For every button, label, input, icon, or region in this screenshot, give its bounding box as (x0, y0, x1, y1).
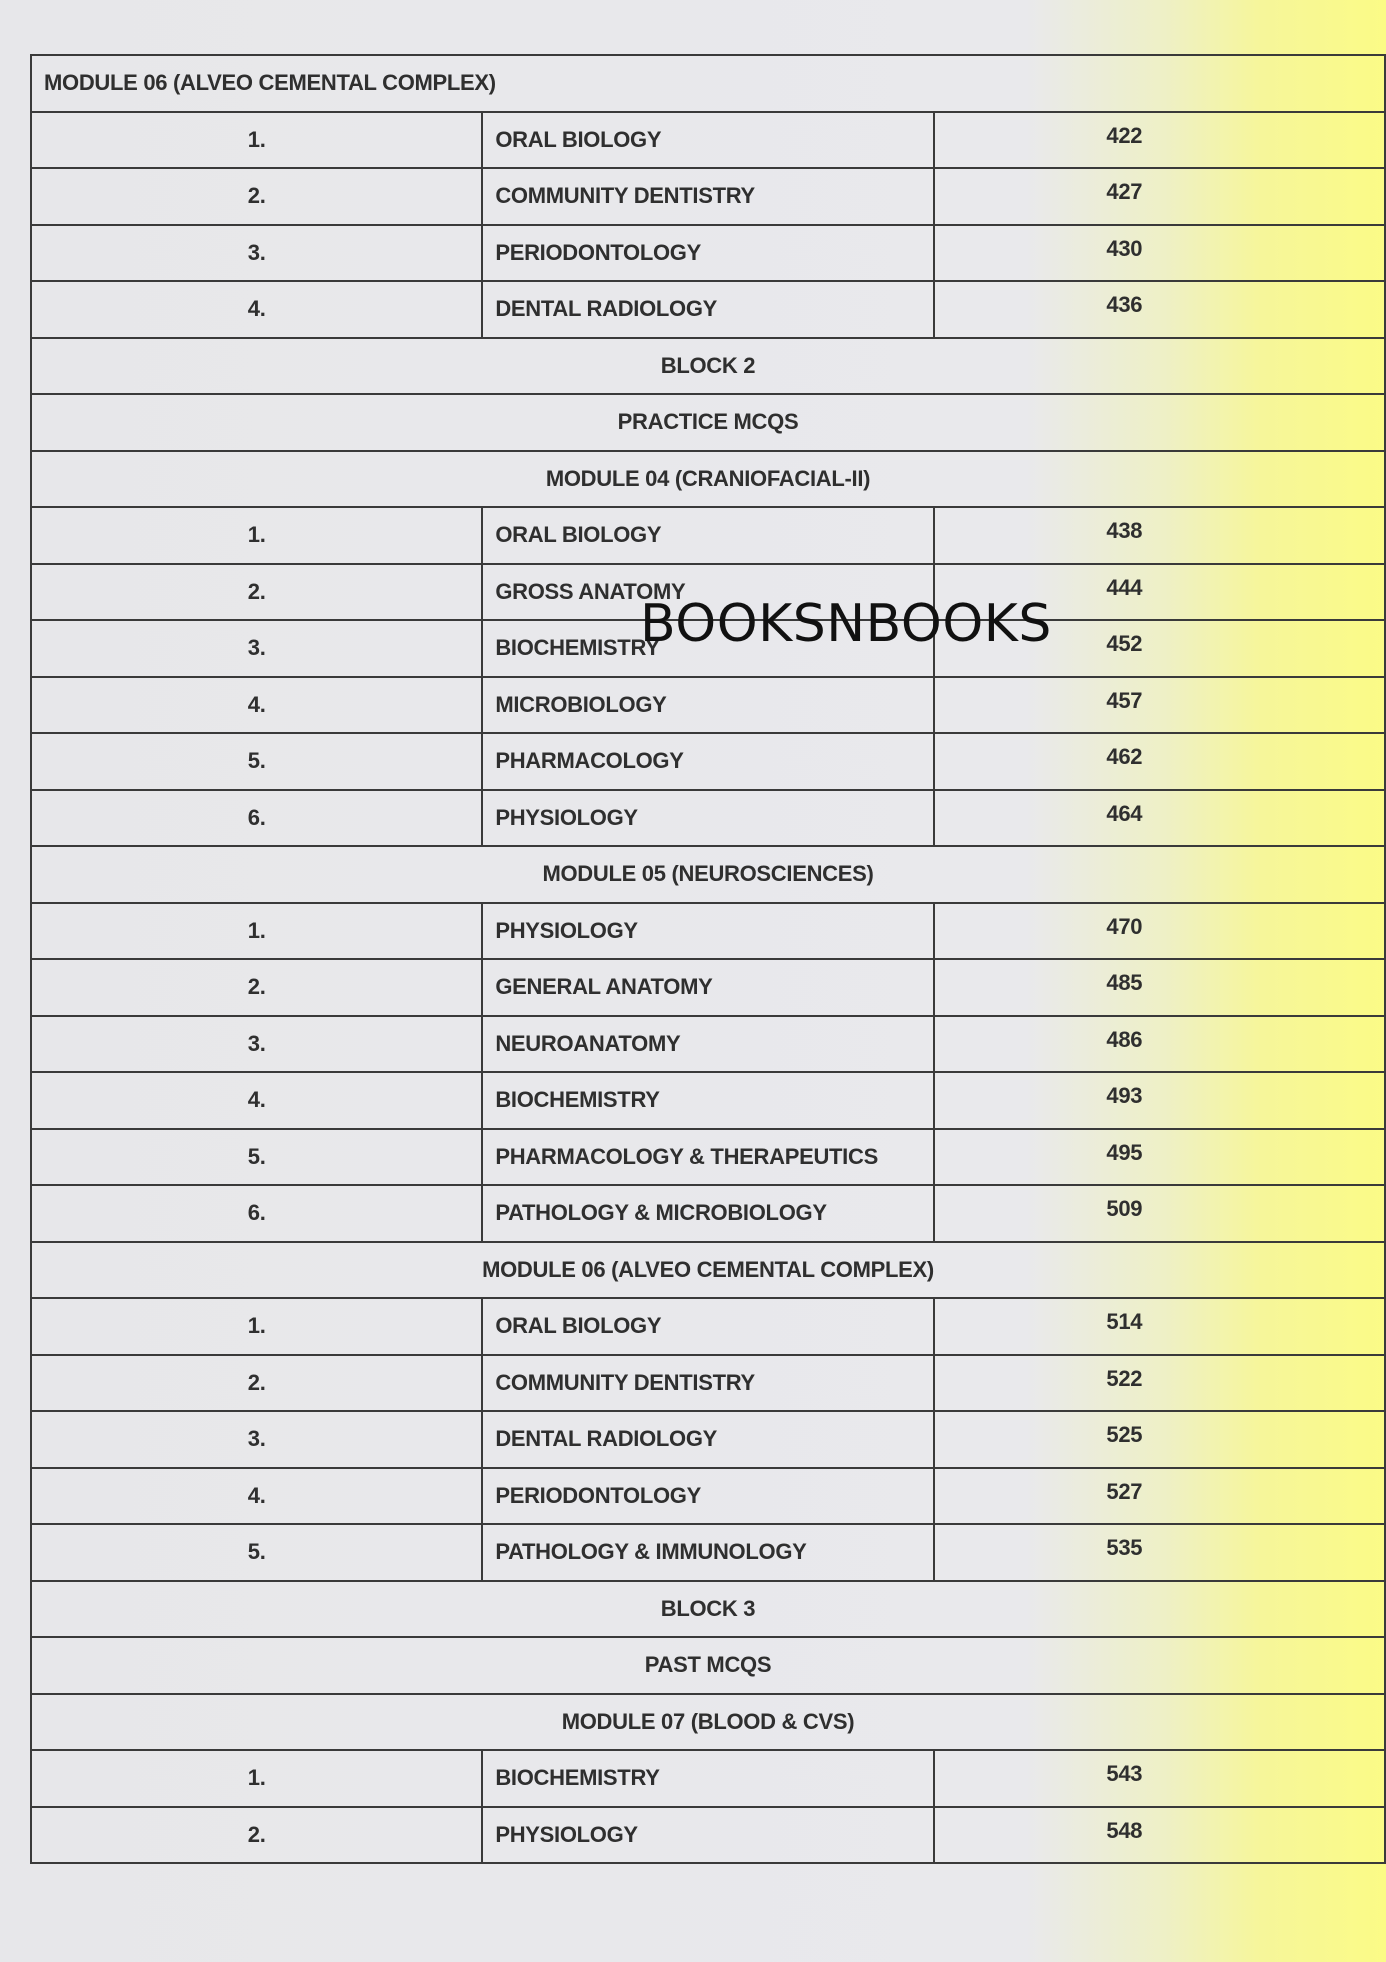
table-row (31, 225, 1385, 282)
table-row (31, 959, 1385, 1016)
section-header-row (31, 846, 1385, 903)
table-row (31, 733, 1385, 790)
item-title: MICROBIOLOGY (482, 677, 933, 734)
page-number: 486 (934, 1016, 1385, 1073)
table-row (31, 1524, 1385, 1581)
item-title: PATHOLOGY & MICROBIOLOGY (482, 1185, 933, 1242)
item-number: 6. (31, 790, 482, 847)
item-title: PHARMACOLOGY & THERAPEUTICS (482, 1129, 933, 1186)
item-title: ORAL BIOLOGY (482, 112, 933, 169)
item-title: PATHOLOGY & IMMUNOLOGY (482, 1524, 933, 1581)
page-number: 427 (934, 168, 1385, 225)
item-title: PHYSIOLOGY (482, 903, 933, 960)
item-number: 3. (31, 225, 482, 282)
page-number: 525 (934, 1411, 1385, 1468)
page-number: 527 (934, 1468, 1385, 1525)
page-number: 462 (934, 733, 1385, 790)
item-number: 2. (31, 168, 482, 225)
section-heading: MODULE 04 (CRANIOFACIAL-II) (31, 451, 1385, 508)
item-title: PHARMACOLOGY (482, 733, 933, 790)
item-title: ORAL BIOLOGY (482, 1298, 933, 1355)
table-row (31, 1807, 1385, 1864)
section-header-row (31, 394, 1385, 451)
table-row (31, 1072, 1385, 1129)
section-header-row (31, 1694, 1385, 1751)
page-number: 464 (934, 790, 1385, 847)
table-row (31, 1185, 1385, 1242)
page-number: 485 (934, 959, 1385, 1016)
item-number: 1. (31, 507, 482, 564)
item-number: 4. (31, 1468, 482, 1525)
page-number: 452 (934, 620, 1385, 677)
item-number: 2. (31, 959, 482, 1016)
item-title: PERIODONTOLOGY (482, 225, 933, 282)
section-header-row (31, 1242, 1385, 1299)
item-number: 4. (31, 1072, 482, 1129)
table-row (31, 281, 1385, 338)
section-heading: MODULE 06 (ALVEO CEMENTAL COMPLEX) (31, 1242, 1385, 1299)
table-row (31, 1355, 1385, 1412)
item-number: 2. (31, 1355, 482, 1412)
section-heading: PRACTICE MCQS (31, 394, 1385, 451)
item-title: GENERAL ANATOMY (482, 959, 933, 1016)
section-header-row (31, 1581, 1385, 1638)
table-row (31, 168, 1385, 225)
item-title: COMMUNITY DENTISTRY (482, 168, 933, 225)
item-number: 5. (31, 1129, 482, 1186)
item-title: NEUROANATOMY (482, 1016, 933, 1073)
section-heading: MODULE 05 (NEUROSCIENCES) (31, 846, 1385, 903)
item-number: 1. (31, 112, 482, 169)
item-number: 4. (31, 281, 482, 338)
section-heading: PAST MCQS (31, 1637, 1385, 1694)
table-row (31, 1411, 1385, 1468)
table-row (31, 790, 1385, 847)
item-title: DENTAL RADIOLOGY (482, 281, 933, 338)
page-number: 493 (934, 1072, 1385, 1129)
item-number: 2. (31, 564, 482, 621)
item-title: COMMUNITY DENTISTRY (482, 1355, 933, 1412)
section-header-row (31, 451, 1385, 508)
table-of-contents (30, 54, 1386, 1864)
section-heading: BLOCK 2 (31, 338, 1385, 395)
item-title: DENTAL RADIOLOGY (482, 1411, 933, 1468)
section-header-row (31, 1637, 1385, 1694)
page-number: 470 (934, 903, 1385, 960)
table-row (31, 507, 1385, 564)
item-title: PHYSIOLOGY (482, 1807, 933, 1864)
section-header-row (31, 338, 1385, 395)
page-number: 522 (934, 1355, 1385, 1412)
item-number: 3. (31, 1016, 482, 1073)
table-row (31, 1016, 1385, 1073)
item-title: PERIODONTOLOGY (482, 1468, 933, 1525)
page-number: 495 (934, 1129, 1385, 1186)
item-number: 5. (31, 733, 482, 790)
item-number: 5. (31, 1524, 482, 1581)
item-title: BIOCHEMISTRY (482, 620, 933, 677)
page-number: 543 (934, 1750, 1385, 1807)
item-title: GROSS ANATOMY (482, 564, 933, 621)
section-heading: BLOCK 3 (31, 1581, 1385, 1638)
section-heading: MODULE 07 (BLOOD & CVS) (31, 1694, 1385, 1751)
table-row (31, 1468, 1385, 1525)
item-title: ORAL BIOLOGY (482, 507, 933, 564)
table-row (31, 677, 1385, 734)
item-number: 1. (31, 903, 482, 960)
page-number: 457 (934, 677, 1385, 734)
item-number: 1. (31, 1298, 482, 1355)
watermark-text: BOOKSNBOOKS (640, 594, 1052, 654)
page-number: 438 (934, 507, 1385, 564)
section-heading: MODULE 06 (ALVEO CEMENTAL COMPLEX) (31, 55, 1385, 112)
page-number: 422 (934, 112, 1385, 169)
section-header-row (31, 55, 1385, 112)
item-title: BIOCHEMISTRY (482, 1750, 933, 1807)
item-number: 3. (31, 1411, 482, 1468)
item-title: PHYSIOLOGY (482, 790, 933, 847)
table-row (31, 1298, 1385, 1355)
page-number: 430 (934, 225, 1385, 282)
page-number: 444 (934, 564, 1385, 621)
table-row (31, 903, 1385, 960)
page-number: 548 (934, 1807, 1385, 1864)
page-number: 509 (934, 1185, 1385, 1242)
toc-body (31, 55, 1385, 1863)
table-row (31, 1129, 1385, 1186)
item-title: BIOCHEMISTRY (482, 1072, 933, 1129)
item-number: 3. (31, 620, 482, 677)
page-number: 535 (934, 1524, 1385, 1581)
item-number: 4. (31, 677, 482, 734)
item-number: 1. (31, 1750, 482, 1807)
table-row (31, 1750, 1385, 1807)
item-number: 6. (31, 1185, 482, 1242)
page-number: 514 (934, 1298, 1385, 1355)
item-number: 2. (31, 1807, 482, 1864)
page-number: 436 (934, 281, 1385, 338)
table-row (31, 112, 1385, 169)
